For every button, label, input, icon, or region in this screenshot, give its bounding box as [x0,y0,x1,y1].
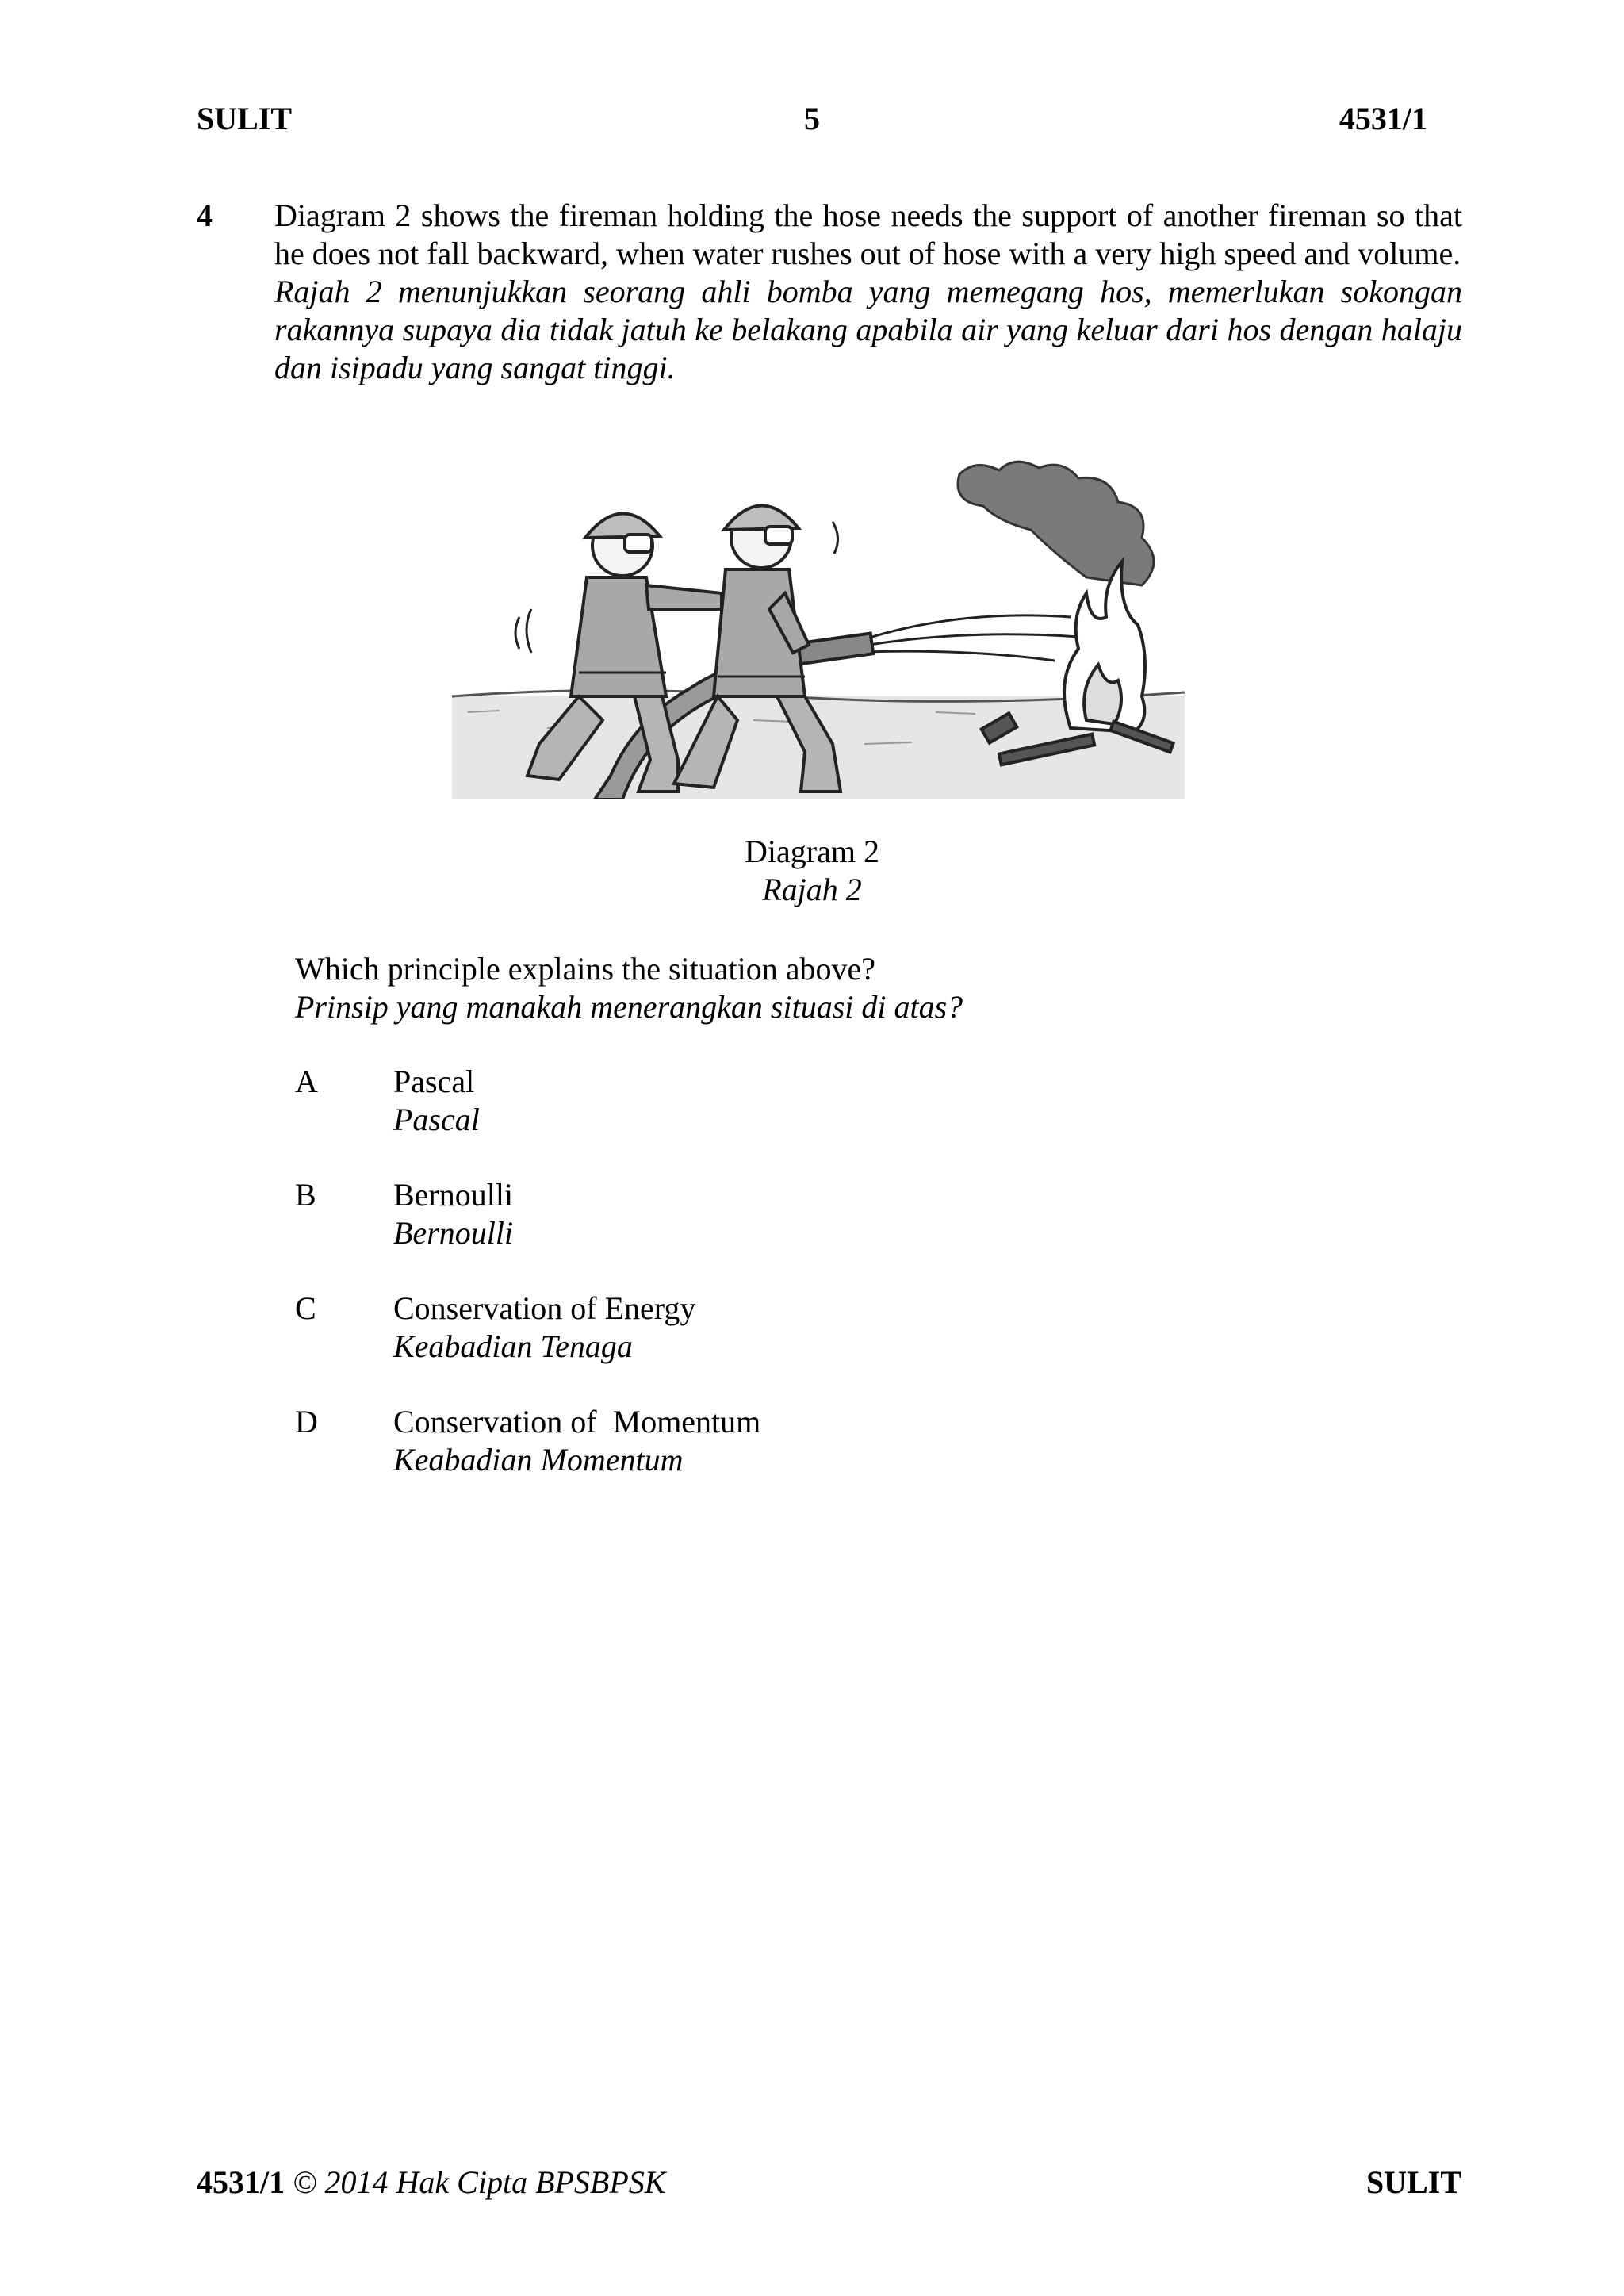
footer-paper-code: 4531/1 [197,2164,285,2200]
option-text-english: Conservation of Energy [393,1290,696,1326]
option-letter: B [295,1177,316,1213]
footer-copyright-text: © 2014 Hak Cipta BPSBPSK [293,2164,666,2200]
question-prompt-malay: Prinsip yang manakah menerangkan situasi di atas? [295,989,963,1025]
option-letter: A [295,1064,318,1099]
option-text-english: Bernoulli [393,1177,514,1213]
diagram-caption-english: Diagram 2 [745,834,879,869]
option-letter: C [295,1290,316,1326]
firefighters-diagram [452,458,1185,799]
option-text-malay: Pascal [393,1102,480,1137]
option-letter: D [295,1404,318,1439]
question-stem [274,197,1462,387]
option-text-english: Pascal [393,1064,475,1099]
footer-copyright [197,2164,665,2202]
question-stem-malay: Rajah 2 menunjukkan seorang ahli bomba yang memegang hos, memerlukan sokongan rakannya supaya dia tidak jatuh ke belakang apabila air yang keluar dari hos dengan halaju dan isipadu yang sangat tinggi. [274,274,1462,385]
header-classification: SULIT [197,101,293,136]
option-text-malay: Bernoulli [393,1215,514,1251]
option-text-malay: Keabadian Momentum [393,1442,684,1478]
option-text-english: Conservation of Momentum [393,1404,761,1439]
question-number: 4 [197,197,213,233]
question-prompt-english: Which principle explains the situation above? [295,951,875,987]
question-stem-english: Diagram 2 shows the fireman holding the hose needs the support of another fireman so that he does not fall backward, when water rushes out of hose with a very high speed and volume. [274,197,1462,271]
diagram-caption-malay: Rajah 2 [762,872,862,907]
header-paper-code: 4531/1 [1339,101,1427,136]
option-text-malay: Keabadian Tenaga [393,1328,633,1364]
footer-classification: SULIT [1365,2164,1461,2200]
diagram-caption [0,833,1624,909]
question-prompt [295,950,963,1026]
page-number: 5 [804,101,820,136]
